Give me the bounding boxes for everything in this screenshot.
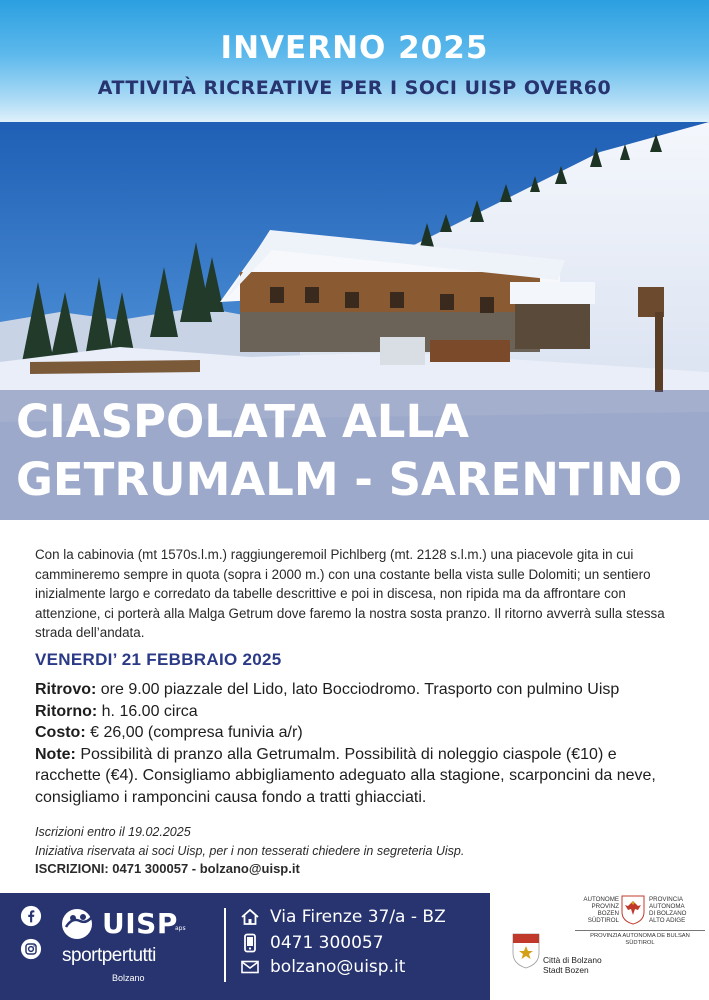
phone-row[interactable] <box>240 932 384 954</box>
ritrovo-label: Ritrovo: <box>35 681 97 698</box>
costo-value: € 26,00 (compresa funivia a/r) <box>85 724 303 741</box>
season-subtitle: ATTIVITÀ RICREATIVE PER I SOCI UISP OVER60 <box>97 77 612 99</box>
eagle-crest-icon <box>621 895 645 925</box>
event-title <box>16 393 706 509</box>
phone-text[interactable]: 0471 300057 <box>270 933 384 953</box>
event-description: Con la cabinovia (mt 1570s.l.m.) raggiungeremoil Pichlberg (mt. 2128 s.l.m.) una piacevole gita in cui cammineremo sempre in quota (sopra i 2000 m.) con una costante bella vista sulle Dolomiti; un sentiero inizialmente largo e corredato da tabelle descrittive e poi in discesa, non ripida ma da affrontare con attenzione, ci porterà alla Malga Getrum dove faremo la nostra sosta pranzo. Il ritorno avverrà sulla stessa strada dell’andata. <box>35 547 665 641</box>
uisp-city: Bolzano <box>112 973 145 983</box>
event-date: VENERDI’ 21 FEBBRAIO 2025 <box>35 650 282 669</box>
uisp-tagline: sportpertutti <box>62 945 156 966</box>
mail-icon <box>240 957 260 977</box>
facebook-icon[interactable] <box>20 905 42 927</box>
registration-contacts: ISCRIZIONI: 0471 300057 - bolzano@uisp.it <box>35 861 300 876</box>
city-name <box>543 956 602 975</box>
email-row[interactable] <box>240 956 405 978</box>
province-name-lad: PROVINZIA AUTONOMA DE BULSAN SÜDTIROL <box>575 930 705 947</box>
note-label: Note: <box>35 745 76 763</box>
home-icon <box>240 907 260 927</box>
ritorno-value: h. 16.00 circa <box>97 702 198 720</box>
ritrovo-row <box>35 679 685 701</box>
costo-label: Costo: <box>35 724 86 741</box>
event-title-line2: GETRUMALM - SARENTINO <box>16 453 683 506</box>
city-name-it: Città di Bolzano <box>543 955 602 965</box>
city-coat-of-arms-icon <box>512 933 540 969</box>
footer-divider <box>224 908 226 982</box>
header-banner <box>0 0 709 122</box>
costo-row <box>35 722 685 744</box>
event-title-line1: CIASPOLATA ALLA <box>16 395 469 448</box>
note-value: Possibilità di pranzo alla Getrumalm. Possibilità di noleggio ciaspole (€10) e racchette (€4). Consigliamo abbigliamento adeguato alla stagione, scarponcini da neve, consigliamo i ramponcini causa fondo a tratti ghiacciati. <box>35 745 656 806</box>
instagram-icon[interactable] <box>20 938 42 960</box>
uisp-logo <box>60 903 200 993</box>
footer-band <box>0 893 490 1000</box>
note-row <box>35 744 685 809</box>
uisp-aps: aps <box>175 925 186 932</box>
address-text: Via Firenze 37/a - BZ <box>270 907 446 927</box>
address-row <box>240 906 446 928</box>
event-details <box>35 679 685 808</box>
city-name-de: Stadt Bozen <box>543 964 589 975</box>
ritrovo-value: ore 9.00 piazzale del Lido, lato Bocciodromo. Trasporto con pulmino Uisp <box>96 681 620 698</box>
mobile-phone-icon <box>240 933 260 953</box>
season-title: INVERNO 2025 <box>220 30 489 66</box>
deadline-note: Iscrizioni entro il 19.02.2025 <box>35 825 191 839</box>
province-name-it: PROVINCIA AUTONOMA DI BOLZANO ALTO ADIGE <box>649 896 687 924</box>
ritorno-label: Ritorno: <box>35 702 98 720</box>
ritorno-row <box>35 701 685 723</box>
restriction-note: Iniziativa riservata ai soci Uisp, per i non tesserati chiedere in segreteria Uisp. <box>35 843 465 858</box>
uisp-mark-icon <box>60 907 98 941</box>
email-text[interactable]: bolzano@uisp.it <box>270 957 406 977</box>
province-name-de: AUTONOME PROVINZ BOZEN SÜDTIROL <box>583 896 619 924</box>
registration-notes <box>35 823 685 879</box>
uisp-name: UISP <box>102 907 178 940</box>
